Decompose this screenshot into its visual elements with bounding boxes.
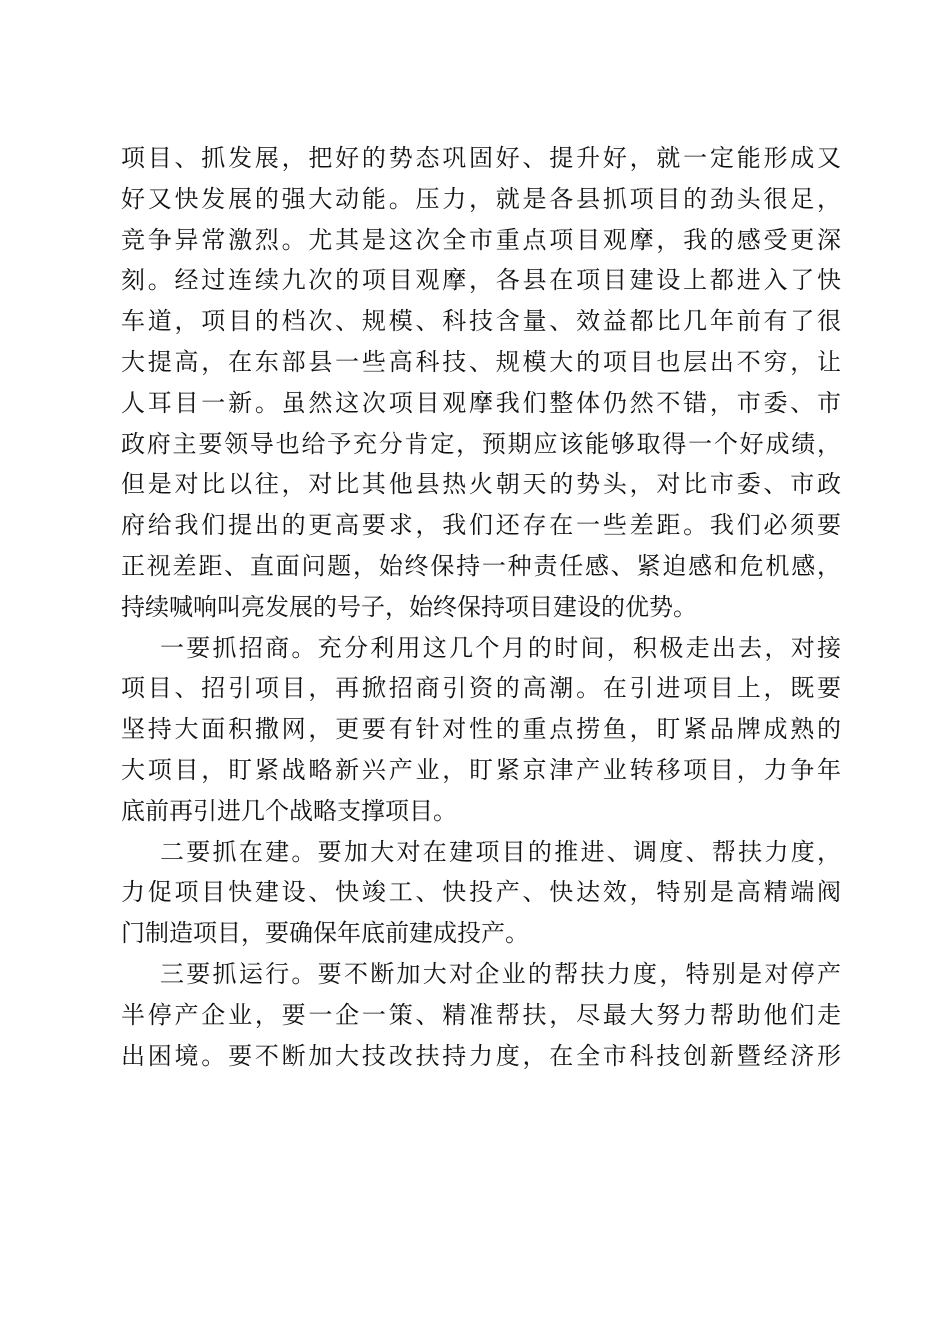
text-line: 力促项目快建设、快竣工、快投产、快达效，特别是高精端阀 [121, 878, 841, 907]
paragraph-first-line: 二要抓在建。要加大对在建项目的推进、调度、帮扶力度， [160, 837, 841, 866]
text-line: 刻。经过连续九次的项目观摩，各县在项目建设上都进入了快 [121, 266, 841, 295]
text-line: 持续喊响叫亮发展的号子，始终保持项目建设的优势。 [121, 592, 697, 621]
text-line: 项目、抓发展，把好的势态巩固好、提升好，就一定能形成又 [121, 144, 841, 172]
document-body [121, 138, 841, 1076]
text-line: 底前再引进几个战略支撑项目。 [121, 796, 457, 825]
text-line: 好又快发展的强大动能。压力，就是各县抓项目的劲头很足， [121, 184, 841, 213]
paragraph-first-line: 一要抓招商。充分利用这几个月的时间，积极走出去，对接 [160, 633, 841, 662]
text-line: 府给我们提出的更高要求，我们还存在一些差距。我们必须要 [121, 511, 841, 540]
paragraph-first-line: 三要抓运行。要不断加大对企业的帮扶力度，特别是对停产 [160, 959, 841, 988]
text-line: 项目、招引项目，再掀招商引资的高潮。在引进项目上，既要 [121, 674, 841, 703]
text-line: 门制造项目，要确保年底前建成投产。 [121, 919, 529, 948]
text-line: 人耳目一新。虽然这次项目观摩我们整体仍然不错，市委、市 [121, 388, 841, 417]
text-line: 坚持大面积撒网，更要有针对性的重点捞鱼，盯紧品牌成熟的 [121, 715, 841, 744]
text-line: 车道，项目的档次、规模、科技含量、效益都比几年前有了很 [121, 307, 841, 336]
text-line: 出困境。要不断加大技改扶持力度，在全市科技创新暨经济形 [121, 1041, 841, 1070]
text-line: 正视差距、直面问题，始终保持一种责任感、紧迫感和危机感， [121, 551, 841, 580]
text-line: 但是对比以往，对比其他县热火朝天的势头，对比市委、市政 [121, 470, 841, 499]
text-line: 大提高，在东部县一些高科技、规模大的项目也层出不穷，让 [121, 347, 841, 376]
text-line: 竞争异常激烈。尤其是这次全市重点项目观摩，我的感受更深 [121, 225, 841, 254]
text-line: 政府主要领导也给予充分肯定，预期应该能够取得一个好成绩， [121, 429, 841, 458]
text-line: 半停产企业，要一企一策、精准帮扶，尽最大努力帮助他们走 [121, 1000, 841, 1029]
text-line: 大项目，盯紧战略新兴产业，盯紧京津产业转移项目，力争年 [121, 755, 841, 784]
